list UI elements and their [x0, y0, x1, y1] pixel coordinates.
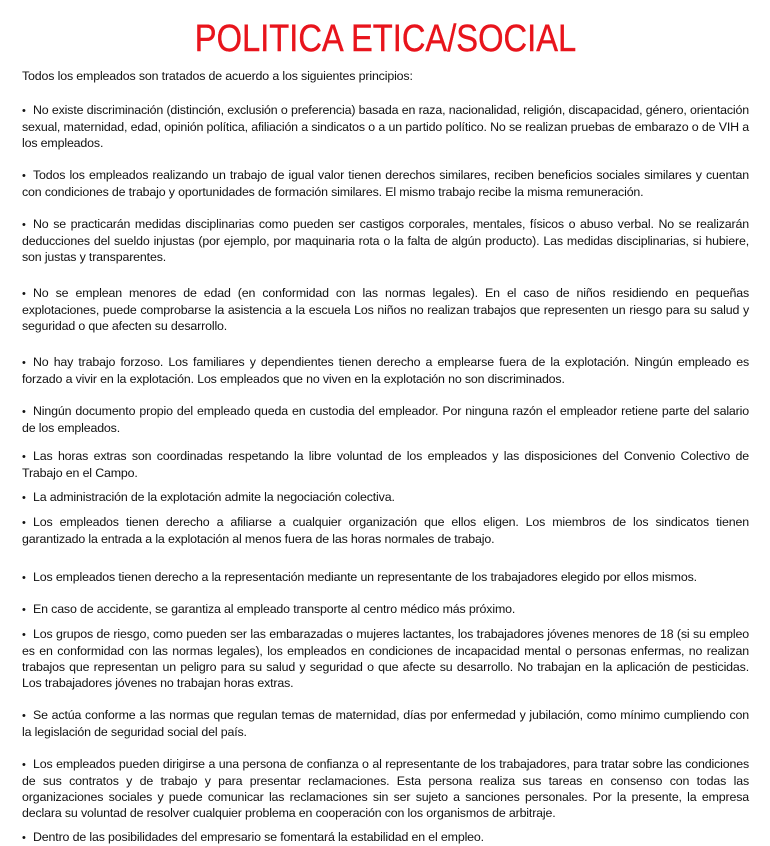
bullet-icon: • — [22, 604, 26, 616]
bullet-icon: • — [22, 288, 26, 300]
list-item — [22, 756, 749, 821]
bullet-icon: • — [22, 406, 26, 418]
list-item — [22, 514, 749, 547]
item-text: No existe discriminación (distinción, exclusión o preferencia) basada en raza, nacionalidad, religión, discapacidad, género, orientación sexual, maternidad, edad, opinión política, afiliación a sindicatos o a un partido político. No se realizan pruebas de embarazo o de VIH a los empleados. — [22, 103, 749, 150]
list-item — [22, 102, 749, 151]
item-text: Se actúa conforme a las normas que regulan temas de maternidad, días por enfermedad y jubilación, como mínimo cumpliendo con la legislación de seguridad social del país. — [22, 708, 749, 739]
bullet-icon: • — [22, 451, 26, 463]
item-text: Las horas extras son coordinadas respetando la libre voluntad de los empleados y las disposiciones del Convenio Colectivo de Trabajo en el Campo. — [22, 449, 749, 480]
item-text: Los grupos de riesgo, como pueden ser las embarazadas o mujeres lactantes, los trabajadores jóvenes menores de 18 (si su empleo es en conformidad con las normas legales), los empleados en condiciones de incapacidad mental o personas enfermas, no realizan trabajos que representan un peligro para su salud y seguridad o que afecte su desarrollo. No trabajan en la aplicación de pesticidas. Los trabajadores jóvenes no trabajan horas extras. — [22, 627, 749, 690]
list-item — [22, 489, 749, 506]
item-text: La administración de la explotación admite la negociación colectiva. — [33, 490, 395, 504]
item-text: En caso de accidente, se garantiza al empleado transporte al centro médico más próximo. — [33, 602, 516, 616]
list-item — [22, 569, 749, 586]
bullet-icon: • — [22, 219, 26, 231]
bullet-icon: • — [22, 710, 26, 722]
list-item — [22, 829, 749, 846]
item-text: No se emplean menores de edad (en conformidad con las normas legales). En el caso de niños residiendo en pequeñas explotaciones, puede comprobarse la asistencia a la escuela Los niños no realizan trabajos que representen un riesgo para su salud y seguridad o que afecten su desarrollo. — [22, 286, 749, 333]
list-item — [22, 707, 749, 740]
item-text: Ningún documento propio del empleado queda en custodia del empleador. Por ninguna razón el empleador retiene parte del salario de los empleados. — [22, 404, 749, 435]
bullet-icon: • — [22, 572, 26, 584]
bullet-icon: • — [22, 492, 26, 504]
list-item — [22, 601, 749, 618]
page-title: POLITICA ETICA/SOCIAL — [194, 18, 577, 60]
bullet-icon: • — [22, 517, 26, 529]
bullet-icon: • — [22, 105, 26, 117]
bullet-icon: • — [22, 357, 26, 369]
item-text: Todos los empleados realizando un trabajo de igual valor tienen derechos similares, reciben beneficios sociales similares y cuentan con condiciones de trabajo y oportunidades de formación similares. El mismo trabajo recibe la misma remuneración. — [22, 168, 749, 199]
item-text: No hay trabajo forzoso. Los familiares y dependientes tienen derecho a emplearse fuera de la explotación. Ningún empleado es forzado a vivir en la explotación. Los empleados que no viven en la explotación no son discriminados. — [22, 355, 749, 386]
bullet-icon: • — [22, 832, 26, 844]
list-item — [22, 285, 749, 334]
bullet-icon: • — [22, 759, 26, 771]
bullet-icon: • — [22, 170, 26, 182]
list-item — [22, 216, 749, 265]
item-text: Dentro de las posibilidades del empresario se fomentará la estabilidad en el empleo. — [33, 830, 484, 844]
item-text: Los empleados pueden dirigirse a una persona de confianza o al representante de los trabajadores, para tratar sobre las condiciones de sus contratos y de trabajo y para presentar reclamaciones. Esta persona realiza sus tareas en consenso con todas las organizaciones sociales y puede comunicar las reclamaciones sin ser sujeto a sanciones personales. Por la presente, la empresa declara su voluntad de resolver cualquier problema en cooperación con los organismos de arbitraje. — [22, 757, 749, 820]
list-item — [22, 626, 749, 691]
list-item — [22, 354, 749, 387]
list-item — [22, 167, 749, 200]
bullet-icon: • — [22, 629, 26, 641]
item-text: Los empleados tienen derecho a afiliarse a cualquier organización que ellos eligen. Los miembros de los sindicatos tienen garantizado la entrada a la explotación al menos fuera de las horas normales de trabajo. — [22, 515, 749, 546]
item-text: No se practicarán medidas disciplinarias como pueden ser castigos corporales, mentales, físicos o abuso verbal. No se realizarán deducciones del sueldo injustas (por ejemplo, por maquinaria rota o la falta de algún producto). Las medidas disciplinarias, si hubiere, son justas y transparentes. — [22, 217, 749, 264]
list-item — [22, 403, 749, 436]
list-item — [22, 448, 749, 481]
intro-text: Todos los empleados son tratados de acuerdo a los siguientes principios: — [22, 69, 413, 83]
item-text: Los empleados tienen derecho a la representación mediante un representante de los trabajadores elegido por ellos mismos. — [33, 570, 697, 584]
